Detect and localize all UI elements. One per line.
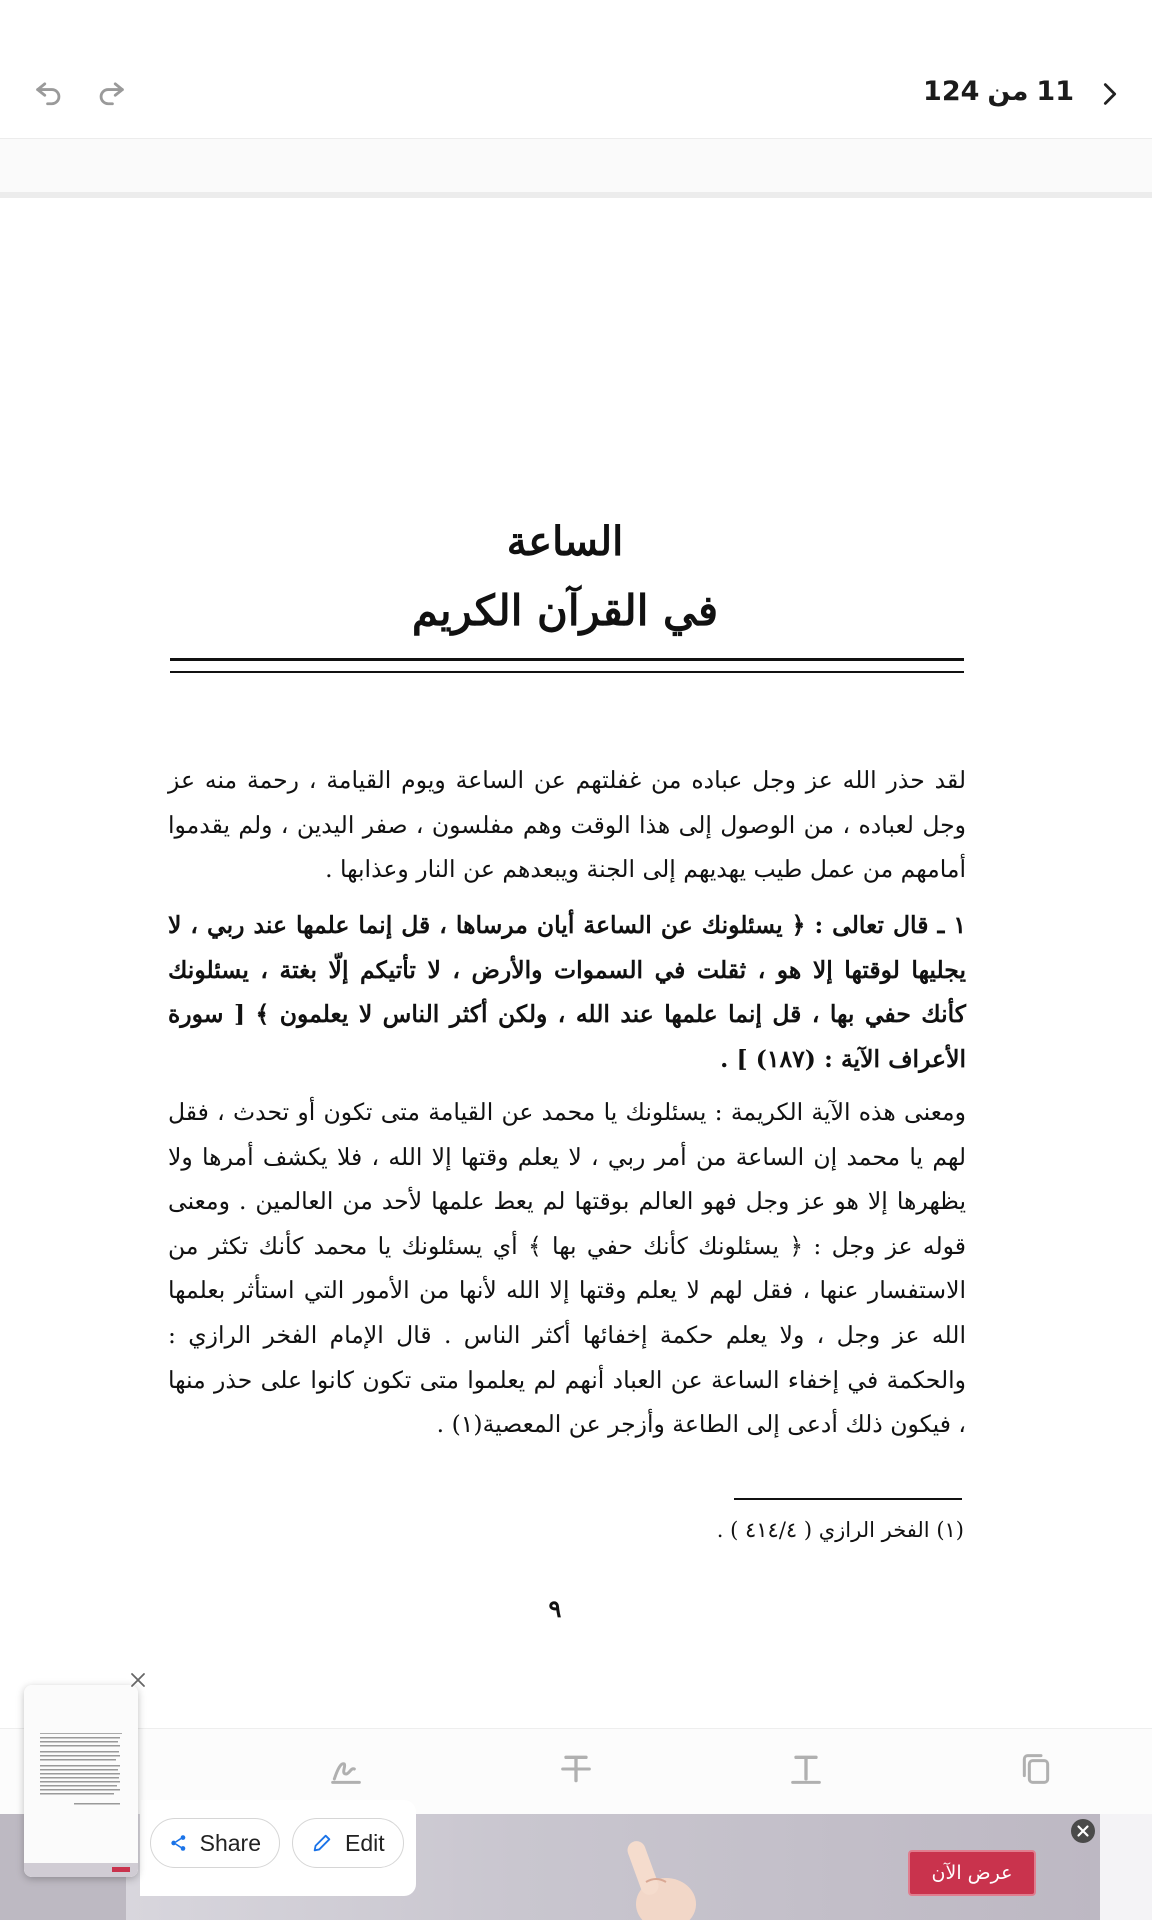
close-ad-icon[interactable] <box>1070 1818 1096 1844</box>
paragraph-intro: لقد حذر الله عز وجل عباده من غفلتهم عن الساعة ويوم القيامة ، رحمة منه عز وجل لعباده ، من الوصول إلى هذا الوقت وهم مفلسون ، صفر اليدين ، ولم يقدموا أمامهم من عمل طيب يهديهم إلى الجنة ويبعدهم عن النار وعذابها . <box>168 766 966 884</box>
screenshot-actions-panel <box>140 1800 416 1896</box>
document-page[interactable] <box>0 198 1152 1728</box>
paragraph-explanation: ومعنى هذه الآية الكريمة : يسئلونك يا محمد عن القيامة متى تكون أو تحدث ، فقل لهم يا محمد إن الساعة من أمر ربي ، لا يعلم وقتها إلا الله ، فلا يكشف أمرها ولا يظهرها إلا هو عز وجل فهو العالم بوقتها لم يعط علمها لأحد من العالمين . ومعنى قوله عز وجل : ﴿ يسئلونك كأنك حفي بها ﴾ أي يسئلونك يا محمد كأنك تكثر من الاستفسار عنها ، فقل لهم لا يعلم وقتها إلا الله لأنها من الأمور التي استأثر بعلمها الله عز وجل ، ولا يعلم حكمة إخفائها أكثر الناس . قال الإمام الفخر الرازي : والحكمة في إخفاء الساعة عن العباد أنهم لم يعلموا متى تكون كانوا على حذر منها ، فيكون ذلك أدعى إلى الطاعة وأزجر عن المعصية(١) . <box>168 1098 966 1439</box>
share-icon <box>169 1832 188 1854</box>
footnote-rule <box>734 1498 962 1500</box>
share-button[interactable] <box>150 1818 280 1868</box>
paragraph-verse: ١ ـ قال تعالى : ﴿ يسئلونك عن الساعة أيان مرساها ، قل إنما علمها عند ربي ، لا يجليها لوقتها إلا هو ، ثقلت في السموات والأرض ، لا تأتيكم إلّا بغتة ، يسئلونك كأنك حفي بها ، قل إنما علمها عند الله ، ولكن أكثر الناس لا يعلمون ﴾ [ سورة الأعراف الآية : (١٨٧) ] . <box>168 911 966 1073</box>
redo-icon[interactable] <box>94 74 128 108</box>
ad-cta-button[interactable]: عرض الآن <box>908 1850 1036 1896</box>
page-total: 124 <box>923 76 980 107</box>
text-icon[interactable] <box>786 1749 826 1789</box>
undo-icon[interactable] <box>32 74 66 108</box>
ad-right-edge <box>1100 1814 1152 1920</box>
page-subtitle: في القرآن الكريم <box>411 586 719 635</box>
strikethrough-icon[interactable] <box>556 1749 596 1789</box>
page-title: الساعة <box>506 518 624 565</box>
page-indicator[interactable] <box>919 76 1078 107</box>
close-thumbnail-icon[interactable] <box>128 1670 148 1690</box>
page-number: ٩ <box>548 1594 562 1623</box>
toolbar-strip <box>0 139 1152 192</box>
page-current: 11 <box>1036 76 1074 107</box>
title-double-rule <box>170 658 964 673</box>
signature-icon[interactable] <box>326 1749 366 1789</box>
top-bar <box>0 0 1152 139</box>
screenshot-thumbnail[interactable] <box>24 1685 138 1877</box>
page-of: من <box>987 76 1029 107</box>
chevron-right-icon[interactable] <box>1096 80 1124 108</box>
edit-button[interactable] <box>292 1818 404 1868</box>
footnote: (١) الفخر الرازي ( ٤١٤/٤ ) . <box>716 1518 964 1542</box>
copy-icon[interactable] <box>1016 1749 1056 1789</box>
pointing-hand-icon <box>612 1834 712 1920</box>
edit-label: Edit <box>345 1829 385 1856</box>
pencil-icon <box>311 1832 333 1854</box>
share-label: Share <box>199 1829 261 1856</box>
thumbnail-preview-image <box>24 1685 138 1877</box>
